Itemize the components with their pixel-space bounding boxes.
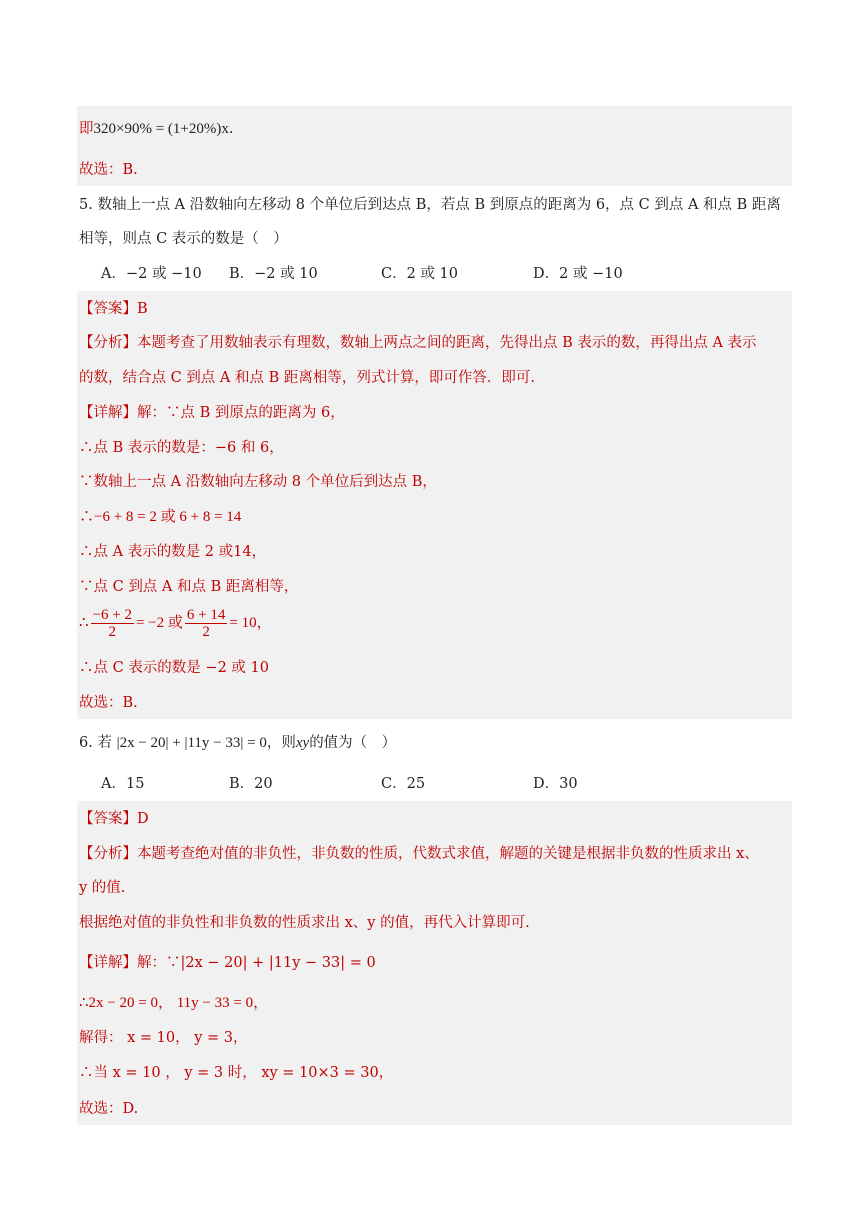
q6-choice: 故选：D. <box>79 1101 139 1117</box>
equation-end: . <box>228 121 234 137</box>
q5-stem-line-2: 相等，则点 C 表示的数是（ ） <box>79 231 288 247</box>
q6-detail-line-1: 【详解】解：∵|2x − 20| + |11y − 33| = 0 <box>79 955 376 971</box>
q5-detail-line-6: ∵点 C 到点 A 和点 B 距离相等， <box>79 579 299 595</box>
q5-option-d: D．2 或 −10 <box>533 266 623 282</box>
question-number: 6. <box>79 735 93 751</box>
q5-detail-line-1: 【详解】解：∵点 B 到原点的距离为 6， <box>79 405 345 421</box>
q5-analysis-line-2: 的数，结合点 C 到点 A 和点 B 距离相等，列式计算，即可作答．即可. <box>79 370 535 386</box>
q6-detail-line-4: ∴当 x = 10 ， y = 3 时， xy = 10×3 = 30， <box>79 1065 394 1081</box>
q4-equation-line <box>79 119 233 139</box>
q5-option-a: A．−2 或 −10 <box>101 266 202 282</box>
q6-option-b: B．20 <box>229 776 273 792</box>
q6-stem-line: 6. 若 |2x − 20| + |11y − 33| = 0，则xy的值为（ ） <box>79 735 397 751</box>
q5-detail-line-2: ∴点 B 表示的数是：−6 和 6， <box>79 440 284 456</box>
q5-result-line: ∴点 C 表示的数是 −2 或 10 <box>79 660 269 676</box>
q6-equation: |2x − 20| + |11y − 33| = 0 <box>116 735 267 751</box>
q5-fraction-line: ∴ $\frac{-6 + 2}{2}$ = −2 或 $\frac{6 + 14}{2}$ = 10， <box>79 607 272 641</box>
q5-option-b: B．−2 或 10 <box>229 266 318 282</box>
q6-option-a: A．15 <box>101 776 145 792</box>
q5-answer: 【答案】B <box>79 301 148 317</box>
q5-stem-line-1 <box>79 195 781 215</box>
q5-choice: 故选：B. <box>79 695 138 711</box>
question-number: 5. <box>79 197 93 213</box>
q6-analysis-line-3: 根据绝对值的非负性和非负数的性质求出 x、y 的值，再代入计算即可. <box>79 915 530 931</box>
q6-answer: 【答案】D <box>79 811 149 827</box>
q6-detail-line-3: 解得： x = 10， y = 3， <box>79 1030 248 1046</box>
q6-analysis-line-2: y 的值. <box>79 880 126 896</box>
fraction-1: $\frac{-6 + 2}{2}$ <box>92 607 132 641</box>
q4-choice: 故选：B. <box>79 162 138 178</box>
q5-stem-text-1: 数轴上一点 A 沿数轴向左移动 8 个单位后到达点 B，若点 B 到原点的距离为 6，点 C 到点 A 和点 B 距离 <box>97 197 781 213</box>
q5-solution-block <box>77 291 792 719</box>
q5-analysis-line-1: 【分析】本题考查了用数轴表示有理数，数轴上两点之间的距离，先得出点 B 表示的数，再得出点 A 表示 <box>79 335 757 351</box>
q5-option-c: C．2 或 10 <box>381 266 459 282</box>
q5-detail-line-4: ∴−6 + 8 = 2 或 6 + 8 = 14 <box>79 509 242 525</box>
q6-analysis-line-1: 【分析】本题考查绝对值的非负性，非负数的性质，代数式求值，解题的关键是根据非负数的性质求出 x、 <box>79 846 759 862</box>
q6-option-d: D．30 <box>533 776 578 792</box>
q4-equation: 320×90% = (1+20%)x <box>93 121 229 137</box>
q6-option-c: C．25 <box>381 776 426 792</box>
q6-detail-line-2: ∴2x − 20 = 0， 11y − 33 = 0， <box>79 995 269 1011</box>
fraction-2: $\frac{6 + 14}{2}$ <box>186 607 226 641</box>
q5-detail-line-3: ∵数轴上一点 A 沿数轴向左移动 8 个单位后到达点 B， <box>79 474 437 490</box>
q4-solution-block <box>77 106 792 186</box>
q5-detail-line-5: ∴点 A 表示的数是 2 或14， <box>79 544 267 560</box>
equation-prefix: 即 <box>79 121 94 137</box>
